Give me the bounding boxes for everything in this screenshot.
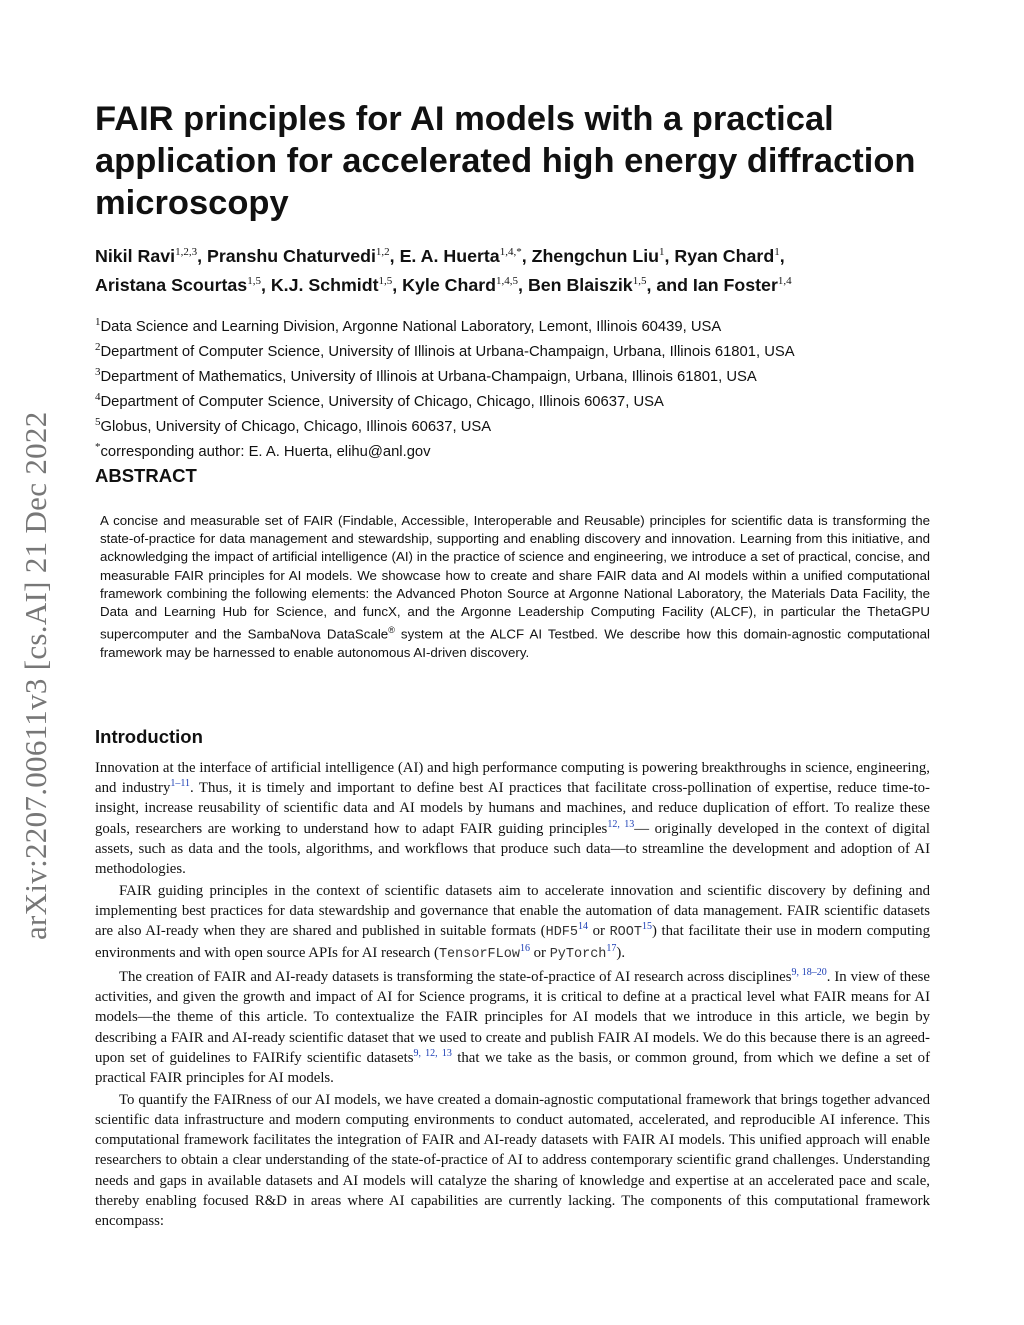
text-run: The creation of FAIR and AI-ready datasets is transforming the state-of-practice of AI research across disciplines — [119, 969, 792, 986]
author-affiliation-marks: 1,2 — [375, 246, 390, 258]
author-affiliation-marks: 1,4,5 — [496, 274, 519, 287]
text-run: or — [529, 945, 550, 962]
author-affiliation-marks: 1,5 — [247, 274, 261, 287]
citation-link[interactable]: 1–11 — [170, 778, 190, 790]
text-run: — originally developed in the context of digital assets, such as data and the tools, algorithms, and workflows that produce such data—to streamline the development and adoption of AI methodologies. — [95, 820, 931, 878]
text-run: or — [588, 923, 610, 940]
citation-link[interactable]: 9, 12, 13 — [413, 1047, 452, 1059]
author-separator: , — [779, 245, 785, 266]
citation-link[interactable]: 14 — [578, 921, 589, 933]
citation-link[interactable]: 17 — [606, 943, 617, 955]
abstract-body-part-a: A concise and measurable set of FAIR (Findable, Accessible, Interoperable and Reusable) principles for scientific data is transforming the state-of-practice for data management and stewardship, supporting and enabling discovery and innovation. Learning from this initiative, and acknowledging the impact of artificial intelligence (AI) in the practice of science and engineering, we introduce a set of practical, concise, and measurable FAIR principles for AI models. We showcase how to create and share FAIR data and AI models within a unified computational framework combining the following elements: the Advanced Photon Source at Argonne National Laboratory, the Materials Data Facility, the Data and Learning Hub for Science, and funcX, and the Argonne Leadership Computing Facility (ALCF), in particular the ThetaGPU supercomputer and the SambaNova DataScale — [100, 513, 930, 642]
introduction-body — [95, 758, 930, 1233]
text-run: ) that facilitate their use in modern computing environments and with open source APIs for AI research ( — [95, 923, 930, 962]
registered-mark: ® — [388, 625, 395, 636]
text-run: that we take as the basis, or common ground, from which we define a set of practical FAIR principles for AI models. — [95, 1049, 930, 1087]
author-separator: , — [392, 274, 403, 295]
affiliation-item — [95, 362, 955, 387]
affiliation-item — [95, 312, 955, 337]
intro-paragraph-4: To quantify the FAIRness of our AI models, we have created a domain-agnostic computational framework that brings together advanced scientific data infrastructure and modern computing environments to conduct automated, accelerated, and reproducible AI inference. This computational framework facilitates the integration of FAIR and AI-ready datasets with FAIR AI models. This unified approach will enable researchers to obtain a clear understanding of the state-of-practice of AI to address contemporary scientific grand challenges. Understanding needs and gaps in available datasets and AI models will catalyze the sharing of knowledge and expertise at an accelerated pace and scale, thereby enabling focused R&D in areas where AI capabilities are currently lacking. The components of this computational framework encompass: — [95, 1091, 930, 1229]
affiliation-text: Data Science and Learning Division, Argonne National Laboratory, Lemont, Illinois 60439, USA — [100, 318, 722, 335]
author-separator: , — [664, 245, 675, 266]
author-name: Kyle Chard — [402, 274, 497, 295]
intro-paragraph-3 — [95, 967, 930, 1088]
author-name: Ryan Chard — [674, 245, 775, 266]
affiliation-text: corresponding author: E. A. Huerta, elihu@anl.gov — [100, 443, 431, 460]
arxiv-identifier-stamp: arXiv:2207.00611v3 [cs.AI] 21 Dec 2022 — [18, 411, 53, 940]
affiliation-mark: 4 — [95, 390, 101, 403]
author-name: E. A. Huerta — [399, 245, 500, 266]
affiliation-item — [95, 412, 955, 437]
affiliation-list — [95, 312, 955, 462]
intro-paragraph-2 — [95, 881, 930, 966]
abstract-heading: ABSTRACT — [95, 465, 197, 486]
citation-link[interactable]: 9, 18–20 — [791, 967, 827, 979]
pytorch-code: PyTorch — [549, 947, 607, 963]
affiliation-mark: 1 — [95, 316, 101, 328]
introduction-heading: Introduction — [95, 726, 203, 747]
root-code: ROOT — [609, 925, 642, 941]
affiliation-mark: * — [95, 440, 101, 453]
affiliation-item — [95, 387, 955, 412]
author-affiliation-marks: 1 — [659, 246, 665, 258]
author-name: Ian Foster — [692, 274, 778, 295]
abstract-text — [100, 512, 930, 662]
affiliation-text: Department of Computer Science, University of Chicago, Chicago, Illinois 60637, USA — [100, 393, 664, 410]
tensorflow-code: TensorFLow — [438, 947, 520, 963]
author-separator: , — [389, 245, 400, 266]
affiliation-text: Globus, University of Chicago, Chicago, Illinois 60637, USA — [100, 418, 492, 435]
author-name: Zhengchun Liu — [531, 245, 659, 266]
author-affiliation-marks: 1,2,3 — [175, 246, 198, 258]
author-name: Ben Blaiszik — [527, 274, 633, 295]
author-separator: , — [518, 274, 528, 295]
abstract-body-part-b: system at the ALCF AI Testbed. We describe how this domain-agnostic computational framework may be harnessed to enable autonomous AI-driven discovery. — [100, 626, 930, 660]
author-affiliation-marks: 1,5 — [632, 274, 647, 287]
citation-link[interactable]: 12, 13 — [607, 818, 635, 830]
hdf5-code: HDF5 — [545, 925, 579, 941]
author-separator: , — [521, 245, 532, 266]
author-affiliation-marks: 1 — [774, 246, 780, 258]
author-name: Nikil Ravi — [95, 245, 176, 266]
author-separator: , — [197, 245, 207, 266]
text-run: FAIR guiding principles in the context of scientific datasets aim to accelerate innovation and scientific discovery by defining and implementing best practices for data stewardship and governance that enable the automation of data management. FAIR scientific datasets are also AI-ready when they are shared and published in suitable formats ( — [95, 882, 930, 940]
affiliation-item — [95, 337, 955, 362]
author-affiliation-marks: 1,5 — [378, 274, 393, 287]
text-run: . In view of these activities, and given the growth and impact of AI for Science programs, it is critical to define at a practical level what FAIR means for AI models—the theme of this article. To contextualize the FAIR principles for AI models that we introduce in this article, we begin by describing a FAIR and AI-ready scientific dataset that we used to create and publish FAIR AI models. We do this because there is an agreed-upon set of guidelines to FAIRify scientific datasets — [95, 969, 930, 1066]
affiliation-item — [95, 437, 955, 462]
text-run: ). — [616, 945, 626, 962]
citation-link[interactable]: 16 — [519, 943, 530, 955]
text-run: Innovation at the interface of artificial intelligence (AI) and high performance computing is powering breakthroughs in science, engineering, and industry — [95, 760, 930, 797]
author-separator: , — [260, 274, 271, 295]
author-separator: , and — [646, 274, 693, 295]
citation-link[interactable]: 15 — [641, 921, 652, 933]
affiliation-text: Department of Mathematics, University of Illinois at Urbana-Champaign, Urbana, Illinois 61801, USA — [100, 368, 757, 385]
author-list — [95, 240, 955, 298]
intro-paragraph-1 — [95, 758, 930, 879]
affiliation-mark: 2 — [95, 340, 101, 353]
text-run: . Thus, it is timely and important to define best AI practices that facilitate cross-pollination of expertise, reduce time-to-insight, increase reusability of scientific data and AI models by humans and machines, and reduce duplication of effort. To realize these goals, researchers are working to understand how to adapt FAIR guiding principles — [95, 780, 930, 837]
author-name: Pranshu Chaturvedi — [206, 245, 376, 266]
affiliation-mark: 3 — [95, 365, 101, 378]
affiliation-text: Department of Computer Science, University of Illinois at Urbana-Champaign, Urbana, Illinois 61801, USA — [100, 343, 795, 360]
author-name: Aristana Scourtas — [95, 274, 248, 295]
paper-title: FAIR principles for AI models with a practical application for accelerated high energy diffraction microscopy — [95, 100, 916, 222]
author-affiliation-marks: 1,4,* — [499, 246, 522, 258]
affiliation-mark: 5 — [95, 415, 101, 428]
author-affiliation-marks: 1,4 — [777, 274, 792, 287]
author-name: K.J. Schmidt — [270, 274, 379, 295]
